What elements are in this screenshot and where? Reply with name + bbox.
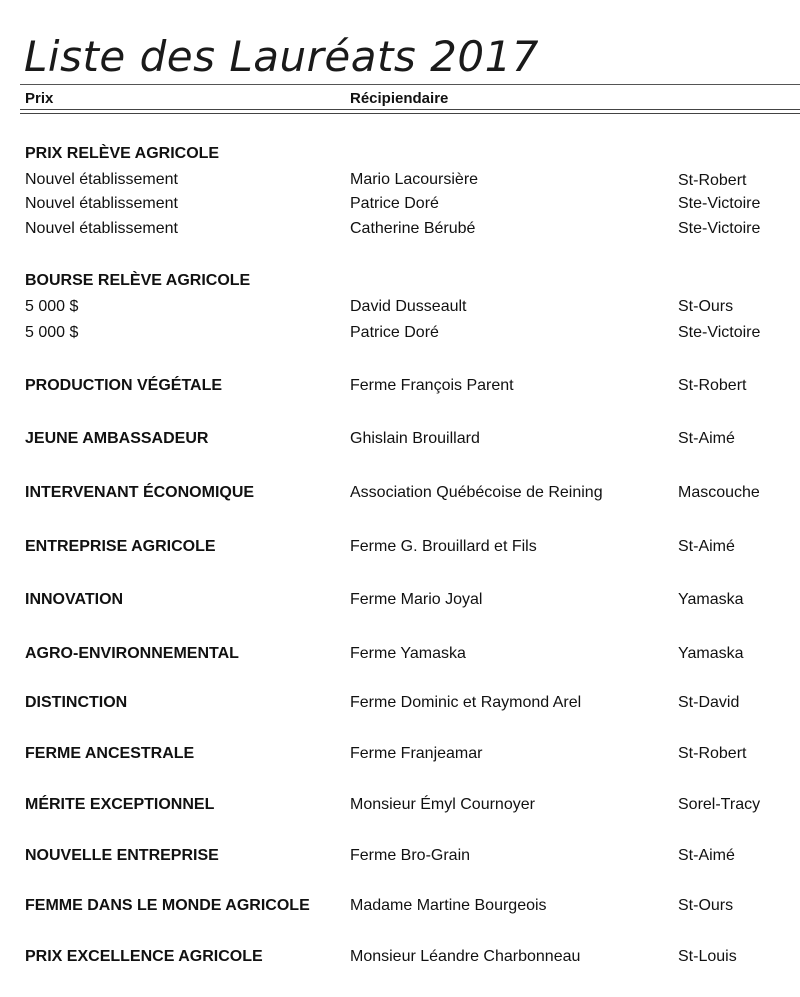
place-cell: Ste-Victoire — [678, 324, 761, 341]
recipient-cell: Ferme Franjeamar — [350, 745, 483, 762]
place-cell: St-Louis — [678, 948, 737, 965]
place-cell: Yamaska — [678, 645, 744, 662]
recipient-cell: Association Québécoise de Reining — [350, 484, 603, 501]
place-cell: St-Aimé — [678, 430, 735, 447]
recipient-cell: Ferme G. Brouillard et Fils — [350, 538, 537, 555]
prize-cell: 5 000 $ — [25, 324, 79, 341]
recipient-cell: Ferme Bro-Grain — [350, 847, 471, 864]
page-title: Liste des Lauréats 2017 — [24, 32, 540, 82]
prize-cell: Nouvel établissement — [25, 220, 178, 237]
award-row — [0, 948, 800, 970]
award-title: ENTREPRISE AGRICOLE — [25, 538, 216, 555]
recipient-cell: Ghislain Brouillard — [350, 430, 480, 447]
recipient-cell: Patrice Doré — [350, 195, 439, 212]
award-title: FEMME DANS LE MONDE AGRICOLE — [25, 897, 310, 914]
award-row — [0, 745, 800, 767]
award-row — [0, 694, 800, 716]
place-cell: Sorel-Tracy — [678, 796, 761, 813]
award-title: INTERVENANT ÉCONOMIQUE — [25, 484, 255, 501]
table-row — [0, 298, 800, 320]
place-cell: St-Robert — [678, 745, 747, 762]
section-title: BOURSE RELÈVE AGRICOLE — [25, 272, 251, 289]
place-cell: St-Ours — [678, 897, 734, 914]
award-row — [0, 377, 800, 399]
recipient-cell: Mario Lacoursière — [350, 171, 479, 188]
award-title: JEUNE AMBASSADEUR — [25, 430, 209, 447]
header-double-rule — [20, 109, 800, 114]
table-row — [0, 220, 800, 242]
award-title: PRODUCTION VÉGÉTALE — [25, 377, 223, 394]
recipient-cell: Ferme Dominic et Raymond Arel — [350, 694, 582, 711]
award-row — [0, 484, 800, 506]
recipient-cell: Ferme Yamaska — [350, 645, 466, 662]
place-cell: Mascouche — [678, 484, 760, 501]
prize-cell: Nouvel établissement — [25, 171, 178, 188]
recipient-cell: Catherine Bérubé — [350, 220, 476, 237]
award-title: AGRO-ENVIRONNEMENTAL — [25, 645, 239, 662]
recipient-cell: Madame Martine Bourgeois — [350, 897, 547, 914]
place-cell: St-David — [678, 694, 740, 711]
award-title: MÉRITE EXCEPTIONNEL — [25, 796, 215, 813]
award-row — [0, 796, 800, 818]
prize-cell: 5 000 $ — [25, 298, 79, 315]
recipient-cell: Monsieur Léandre Charbonneau — [350, 948, 581, 965]
table-row — [0, 324, 800, 346]
award-row — [0, 847, 800, 869]
award-row — [0, 897, 800, 919]
section-title-row — [0, 272, 800, 294]
award-row — [0, 538, 800, 560]
prize-cell: Nouvel établissement — [25, 195, 178, 212]
table-row — [0, 171, 800, 193]
column-header-prize: Prix — [25, 90, 54, 107]
award-row — [0, 591, 800, 613]
place-cell: St-Robert — [678, 377, 747, 394]
recipient-cell: Ferme François Parent — [350, 377, 514, 394]
award-title: PRIX EXCELLENCE AGRICOLE — [25, 948, 263, 965]
place-cell: St-Ours — [678, 298, 734, 315]
place-cell: Ste-Victoire — [678, 220, 761, 237]
place-cell: St-Aimé — [678, 847, 735, 864]
column-header-recipient: Récipiendaire — [350, 90, 449, 107]
recipient-cell: Ferme Mario Joyal — [350, 591, 483, 608]
section-title-row — [0, 145, 800, 167]
top-rule — [20, 84, 800, 85]
table-row — [0, 195, 800, 217]
award-row — [0, 430, 800, 452]
place-cell: St-Aimé — [678, 538, 735, 555]
recipient-cell: Monsieur Émyl Cournoyer — [350, 796, 535, 813]
section-title: PRIX RELÈVE AGRICOLE — [25, 145, 220, 162]
place-cell: Ste-Victoire — [678, 195, 761, 212]
place-cell: Yamaska — [678, 591, 744, 608]
place-cell: St-Robert — [678, 172, 747, 189]
award-title: NOUVELLE ENTREPRISE — [25, 847, 219, 864]
recipient-cell: Patrice Doré — [350, 324, 439, 341]
recipient-cell: David Dusseault — [350, 298, 467, 315]
award-title: FERME ANCESTRALE — [25, 745, 195, 762]
award-title: DISTINCTION — [25, 694, 128, 711]
award-title: INNOVATION — [25, 591, 124, 608]
award-row — [0, 645, 800, 667]
